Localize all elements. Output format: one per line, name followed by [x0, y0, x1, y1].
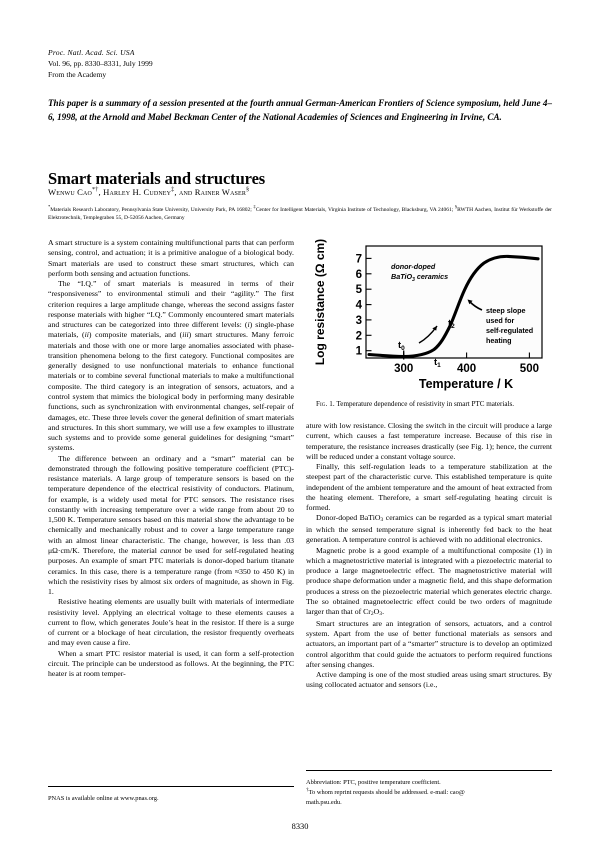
corresponding-author-email-cont: math.psu.edu.: [306, 798, 342, 806]
masthead: [48, 48, 368, 80]
t0-marker: $t_0$: [398, 340, 405, 352]
corresponding-author-text: To whom reprint requests should be addressed. e-mail: cao@: [308, 789, 465, 797]
svg-text:6: 6: [355, 268, 362, 281]
svg-text:5: 5: [355, 284, 362, 297]
section-label: From the Academy: [48, 69, 107, 79]
y-axis-title: Log resistance (Ω cm): [313, 238, 327, 366]
volume-pages-date: Vol. 96, pp. 8330–8331, July 1999: [48, 58, 153, 68]
footer-left: [48, 794, 294, 803]
figure-plot: [306, 238, 552, 396]
svg-text:1: 1: [355, 345, 362, 358]
paragraph: The “I.Q.” of smart materials is measured in terms of their “responsiveness” to environmental stimuli and their “agility.” The first criterion requires a large amplitude change, whereas the second assigns faster response materials with higher “I.Q.” Commonly encountered smart materials and structures can be categorized into three different levels: (i) single-phase materials, (ii) composite materials, and (iii) smart structures. Many ferroic materials and those with one or more large anomalies associated with phase-transition phenomena belong to the first category. Functional composites are generally designed to use nonfunctional materials to enhance functional materials or to combine several functional materials to make a multifunctional composite. The third category is an integration of sensors, actuators, and a control system that mimics the biological body in performing many desirable functions, such as synchronization with environmental changes, self-repair of damages, etc. These three levels cover the general definition of smart materials and structures. In this short summary, we will use a few examples to illustrate such systems and to provide some general guidelines for designing “smart” systems.: [48, 279, 294, 453]
svg-text:heating: heating: [486, 336, 512, 345]
svg-text:self-regulated: self-regulated: [486, 326, 534, 335]
footer-right: [306, 778, 552, 807]
body-column-left: [48, 238, 294, 679]
footer-divider-right: [306, 770, 552, 771]
figure-1: [306, 238, 552, 410]
x-tick-labels: [394, 363, 539, 375]
svg-text:300: 300: [394, 363, 414, 375]
y-tick-labels: [356, 253, 363, 357]
svg-text:2: 2: [355, 330, 362, 343]
affiliations: *Materials Research Laboratory, Pennsylvania State University, University Park, PA 16802; ‡Center for Intelligent Materials, Virginia Institute of Technology, Blacksburg, VA 24061; §RWTH Aachen, Institut für Werkstoffe der Elektrotechnik, Templegraben 55, D-52056 Aachen, Germany: [48, 204, 552, 222]
figure-caption-label: Fig. 1.: [316, 400, 335, 408]
svg-text:3: 3: [355, 314, 362, 327]
paragraph: Donor-doped BaTiO$_3$ ceramics can be regarded as a typical smart material in which the sensed temperature signal is inherently fed back to the heat generation. A temperature control is achieved with no additional electronics.: [306, 513, 552, 545]
paragraph: Resistive heating elements are usually built with materials of intermediate resistivity level. Applying an electrical voltage to these elements causes a current to flow, which generates Joule’s heat in the resistor. If there is a surge of current or a blockage of heat circulation, the resistor frequently overheats and may even cause a fire.: [48, 597, 294, 648]
paragraph: Smart structures are an integration of sensors, actuators, and a control system. Apart from the use of better functional materials as sensors and actuators, an important part of a “smarter” structure is to develop an optimized control algorithm that could guide the actuators to perform required functions after sensing changes.: [306, 618, 552, 669]
svg-text:7: 7: [355, 253, 362, 266]
svg-text:used for: used for: [486, 316, 515, 325]
author-list: Wenwu Cao*†, Harley H. Cudney‡, and Rainer Waser§: [48, 186, 250, 197]
figure-caption-text: Temperature dependence of resistivity in smart PTC materials.: [336, 400, 515, 408]
paragraph: When a smart PTC resistor material is used, it can form a self-protection circuit. The principle can be understood as follows. At the beginning, the PTC heater is at room temper-: [48, 648, 294, 679]
svg-text:BaTiO3 ceramics: BaTiO$_3$ ceramics: [391, 272, 449, 283]
svg-text:donor-doped: donor-doped: [391, 262, 436, 271]
paragraph: ature with low resistance. Closing the switch in the circuit will produce a large current, which causes a fast temperature increase. Because of this rise in temperature, the resistance increases drastically (see Fig. 1); hence, the current will be reduced under a constant voltage source.: [306, 421, 552, 461]
t2-marker: $t_2$: [448, 318, 455, 330]
svg-text:500: 500: [519, 363, 539, 375]
svg-text:400: 400: [457, 363, 477, 375]
t1-marker: $t_1$: [434, 357, 441, 369]
page-number: 8330: [291, 822, 309, 831]
corresponding-author-note: [306, 787, 552, 797]
dagger-marker: †: [306, 787, 309, 794]
body-column-right: [306, 421, 552, 691]
paragraph: The difference between an ordinary and a “smart” material can be demonstrated through the following positive temperature coefficient (PTC)-resistance materials. A large group of temperature sensors is based on the temperature dependence of the electrical resistivity of conductors. Platinum, for example, is a widely used metal for PTC sensors. The resistance rises constantly with increasing temperature over a wide range from about 20 to 1,500 K. Temperature sensors based on this material show the advantage to be chemically and mechanically robust and to cover a large temperature range with an almost linear characteristic. The change, however, is less than .03 μΩ·cm/K. Therefore, the material cannot be used for self-regulated heating purposes. An example of smart PTC materials is donor-doped barium titanate ceramics. In this case, there is a temperature range (from ≈350 to 450 K) in which the resistivity rises by almost six orders of magnitude, as shown in Fig. 1.: [48, 453, 294, 597]
svg-text:4: 4: [355, 299, 362, 312]
paragraph: Finally, this self-regulation leads to a temperature stabilization at the steepest part of the characteristic curve. This established temperature is quite independent of the ambient temperature and the amount of heat extracted from the heating element. Therefore, a smart self-regulating heating circuit is formed.: [306, 462, 552, 513]
resistivity-plot-svg: [306, 238, 552, 396]
pnas-online-note: PNAS is available online at www.pnas.org.: [48, 795, 159, 802]
x-axis-title: Temperature / K: [418, 377, 514, 391]
paragraph: A smart structure is a system containing multifunctional parts that can perform sensing, control, and actuation; it is a primitive analogue of a biological body. Smart materials are used to construct these smart structures, which can perform both sensing and actuation functions.: [48, 238, 294, 278]
session-summary-note: This paper is a summary of a session presented at the fourth annual German-American Frontiers of Science symposium, held June 4–6, 1998, at the Arnold and Mabel Beckman Center of the National Academies of Sciences and Engineering in Irvine, CA.: [48, 98, 552, 122]
page-title: Smart materials and structures: [48, 169, 266, 189]
figure-caption: [306, 400, 552, 410]
abbreviation-note: Abbreviation: PTC, positive temperature coefficient.: [306, 779, 441, 786]
journal-name: Proc. Natl. Acad. Sci. USA: [48, 48, 135, 57]
paragraph: Magnetic probe is a good example of a multifunctional composite (1) in which a magnetostrictive material is integrated with a piezoelectric material to produce a large magnetoelectric effect. The magnetostrictive material will produce shape deformation under a magnetic field, and this shape deformation produces a stress on the piezoelectric material which generates electric charge. The so obtained magnetoelectric effect could be two orders of magnitude larger than that of $Cr_2O_3$.: [306, 545, 552, 618]
svg-text:steep slope: steep slope: [486, 306, 526, 315]
footer-divider-left: [48, 786, 294, 787]
paragraph: Active damping is one of the most studied areas using smart structures. By using collocated actuator and sensors (i.e.,: [306, 670, 552, 690]
